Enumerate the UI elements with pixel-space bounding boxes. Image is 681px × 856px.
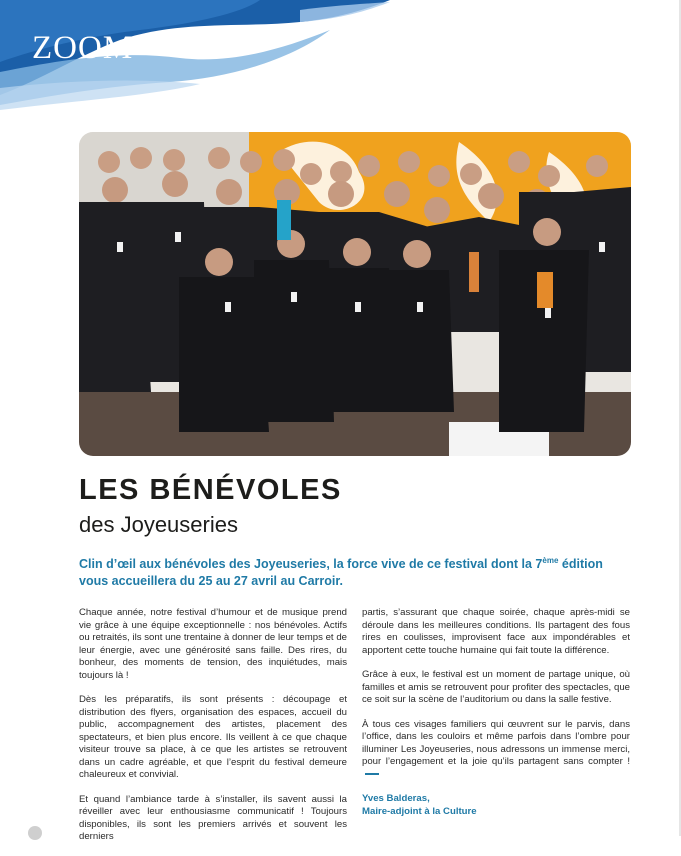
end-mark-icon [365,773,379,775]
article-subtitle: des Joyeuseries [79,512,238,537]
article-title: LES BÉNÉVOLES [79,474,342,506]
article-column-right [362,607,630,818]
section-label: ZOOM [32,30,134,66]
paragraph [362,719,630,782]
intro-text-part1: Clin d’œil aux bénévoles des Joyeuseries, la force vive de ce festival dont la 7 [79,557,543,571]
signature-role: Maire-adjoint à la Culture [362,805,477,817]
group-photo-icon [79,132,631,456]
paragraph-text: À tous ces visages familiers qui œuvrent sur le parvis, dans l’office, dans les couloirs et même parfois dans l’ombre pour illuminer Les Joyeuseries, nous adressons un immense merci, pour l’engagement et la joie qu’ils partagent sans compter ! [362,718,630,767]
intro-text-part2: édition vous accueillera du 25 au 27 avril au Carroir. [79,557,603,588]
signature-name: Yves Balderas, [362,793,430,804]
paragraph: partis, s’assurant que chaque soirée, chaque après-midi se déroule dans les meilleures conditions. Ils partagent des fous rires en coulisses, improvisent face aux impondérables et apportent cette touche humaine qui fait toute la différence. [362,607,630,656]
page-corner-icon [28,826,42,840]
group-photo [79,132,631,456]
article-intro [79,556,609,590]
paragraph: Grâce à eux, le festival est un moment de partage unique, où familles et amis se retrouvent pour profiter des spectacles, que ce soit sur la scène de l’auditorium ou dans la salle festive. [362,669,630,705]
article-column-left [79,607,347,856]
intro-superscript: ème [542,555,559,565]
paragraph: Et quand l’ambiance tarde à s’installer, ils savent aussi la réveiller avec leur enthousiasme communicatif ! Toujours disponibles, ils sont les premiers arrivés et souvent les derniers [79,793,347,842]
paragraph: Dès les préparatifs, ils sont présents : découpage et distribution des flyers, organisation des espaces, accueil du public, accompagnement des artistes, placement des spectateurs, et bien plus encore. Ils veillent à ce que chaque visiteur trouve sa place, à ce que les artistes se retrouvent dans un cadre agréable, et que l’esprit du festival demeure chaleureux et convivial. [79,694,347,780]
paragraph: Chaque année, notre festival d’humour et de musique prend vie grâce à une équipe exceptionnelle : nos bénévoles. Actifs ou retraités, ils sont une trentaine à donner de leur temps et de leur énergie, avec une générosité sans faille. Des rires, du bonheur, des moments de tension, des inquiétudes, mais toujours là ! [79,607,347,681]
signature [362,793,630,818]
